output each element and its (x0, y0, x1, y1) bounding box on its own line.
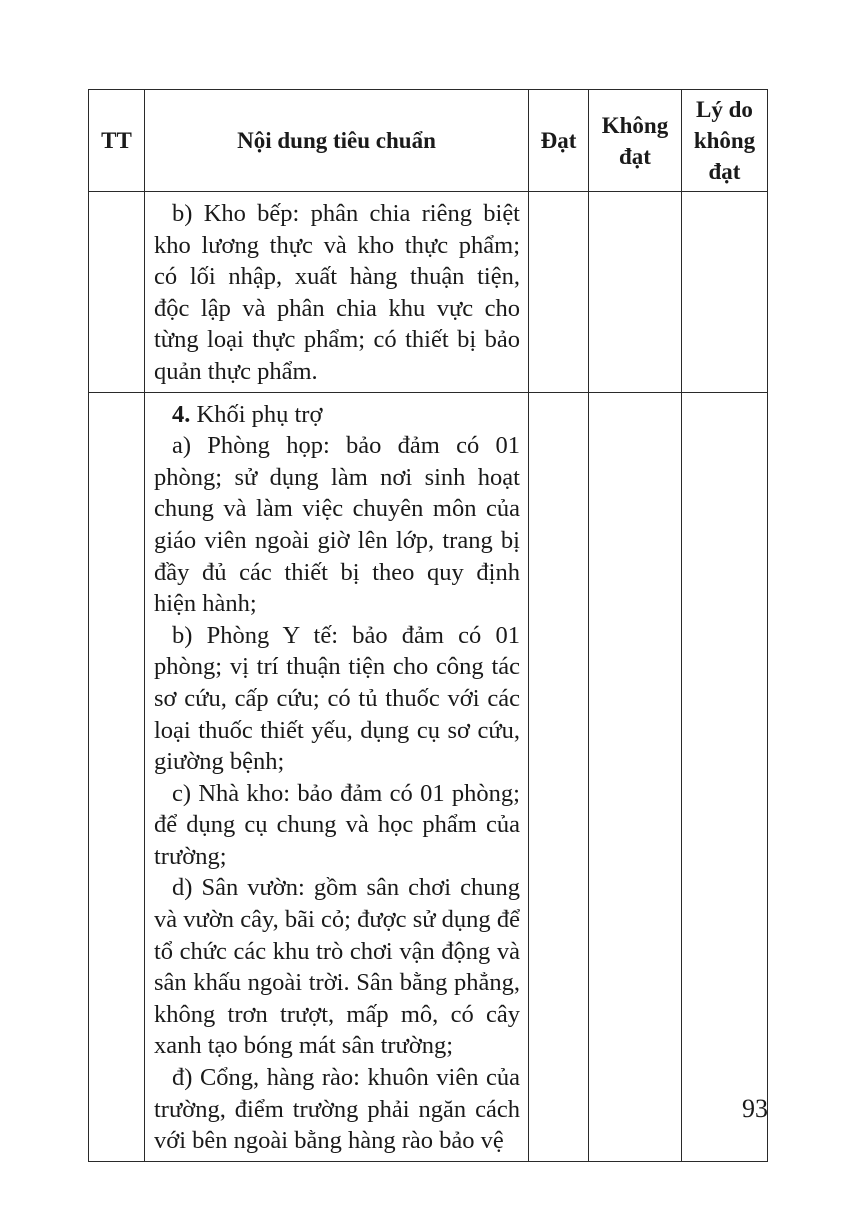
content-paragraph: b) Kho bếp: phân chia riêng biệt kho lương thực và kho thực phẩm; có lối nhập, xuất hàng thuận tiện, độc lập và phân chia khu vực cho từng loại thực phẩm; có thiết bị bảo quản thực phẩm. (154, 200, 520, 385)
header-dat: Đạt (529, 90, 589, 192)
content-paragraph: c) Nhà kho: bảo đảm có 01 phòng; để dụng cụ chung và học phẩm của trường; (154, 779, 520, 870)
cell-tt (89, 392, 145, 1161)
table-header-row (89, 90, 768, 192)
cell-content (145, 392, 529, 1161)
section-number: 4. (172, 400, 191, 428)
cell-dat (529, 392, 589, 1161)
content-paragraph: d) Sân vườn: gồm sân chơi chung và vườn cây, bãi cỏ; được sử dụng để tổ chức các khu trò chơi vận động và sân khấu ngoài trời. Sân bằng phẳng, không trơn trượt, mấp mô, có cây xanh tạo bóng mát sân trường; (154, 874, 520, 1060)
cell-content (145, 192, 529, 393)
header-ly-do (682, 90, 768, 192)
table-row (89, 392, 768, 1161)
page-number: 93 (742, 1094, 768, 1123)
header-khong-dat-label: Không đạt (601, 112, 669, 169)
content-paragraph: b) Phòng Y tế: bảo đảm có 01 phòng; vị trí thuận tiện cho công tác sơ cứu, cấp cứu; có tủ thuốc với các loại thuốc thiết yếu, dụng cụ sơ cứu, giường bệnh; (154, 621, 520, 776)
cell-khong-dat (589, 192, 682, 393)
header-tt: TT (89, 90, 145, 192)
header-khong-dat (589, 90, 682, 192)
cell-tt (89, 192, 145, 393)
section-title: Khối phụ trợ (190, 400, 323, 428)
cell-dat (529, 192, 589, 393)
section-heading (154, 399, 520, 431)
standards-table (88, 89, 768, 1162)
cell-ly-do (682, 392, 768, 1161)
header-ly-do-label: Lý do không đạt (693, 97, 756, 184)
cell-ly-do (682, 192, 768, 393)
header-content: Nội dung tiêu chuẩn (145, 90, 529, 192)
content-paragraph: a) Phòng họp: bảo đảm có 01 phòng; sử dụng làm nơi sinh hoạt chung và làm việc chuyên môn của giáo viên ngoài giờ lên lớp, trang bị đầy đủ các thiết bị theo quy định hiện hành; (154, 432, 520, 618)
table-row (89, 192, 768, 393)
content-paragraph: đ) Cổng, hàng rào: khuôn viên của trường, điểm trường phải ngăn cách với bên ngoài bằng hàng rào bảo vệ (154, 1064, 520, 1155)
cell-khong-dat (589, 392, 682, 1161)
